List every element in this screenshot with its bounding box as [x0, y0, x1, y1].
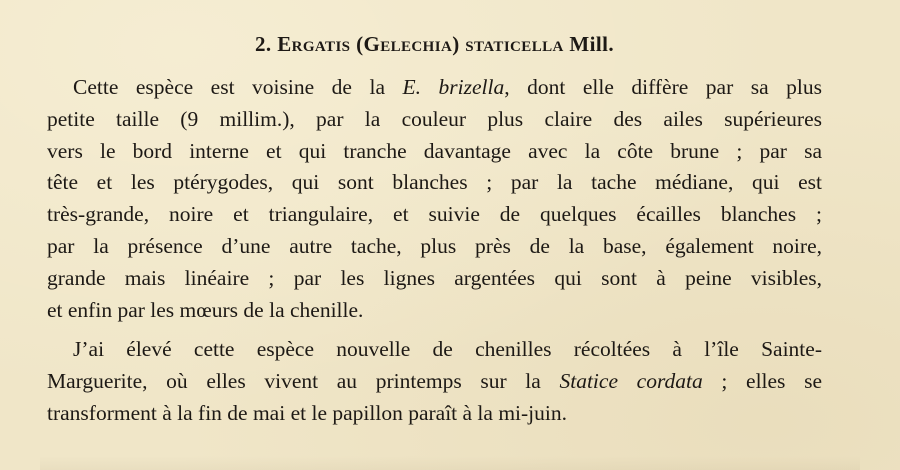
text-run: , dont elle diffère par sa plus: [504, 75, 822, 99]
species-name: staticella: [465, 32, 564, 56]
text-run: Cette espèce est voisine de la: [73, 75, 403, 99]
description-paragraph: [47, 72, 822, 326]
rearing-paragraph: [47, 334, 822, 429]
genus-name: Ergatis: [277, 32, 351, 56]
text-line: par la présence d’une autre tache, plus près de la base, également noire,: [47, 233, 822, 258]
text-line: tête et les ptérygodes, qui sont blanches ; par la tache médiane, qui est: [47, 170, 822, 195]
subgenus-name: (Gelechia): [356, 32, 460, 56]
text-line: transforment à la fin de mai et le papillon paraît à la mi-juin.: [47, 400, 567, 425]
species-author: Mill.: [569, 32, 614, 56]
species-number: 2.: [255, 32, 272, 56]
text-line: J’ai élevé cette espèce nouvelle de chenilles récoltées à l’île Sainte-: [73, 337, 822, 362]
page-bleed-shadow: [40, 456, 860, 470]
species-reference: E. brizella: [402, 75, 505, 99]
text-line: et enfin par les mœurs de la chenille.: [47, 297, 364, 322]
text-line: [47, 72, 822, 104]
text-line: petite taille (9 millim.), par la couleur plus claire des ailes supérieures: [47, 106, 822, 131]
species-heading: [47, 30, 822, 58]
text-line: très-grande, noire et triangulaire, et suivie de quelques écailles blanches ;: [47, 202, 822, 227]
text-line: grande mais linéaire ; par les lignes argentées qui sont à peine visibles,: [47, 265, 822, 290]
plant-reference: Statice cordata: [559, 369, 703, 394]
text-line: vers le bord interne et qui tranche davantage avec la côte brune ; par sa: [47, 138, 822, 163]
text-line: [47, 366, 822, 398]
text-run: Marguerite, où elles vivent au printemps sur la: [47, 369, 560, 394]
text-run: ; elles se: [702, 369, 822, 394]
